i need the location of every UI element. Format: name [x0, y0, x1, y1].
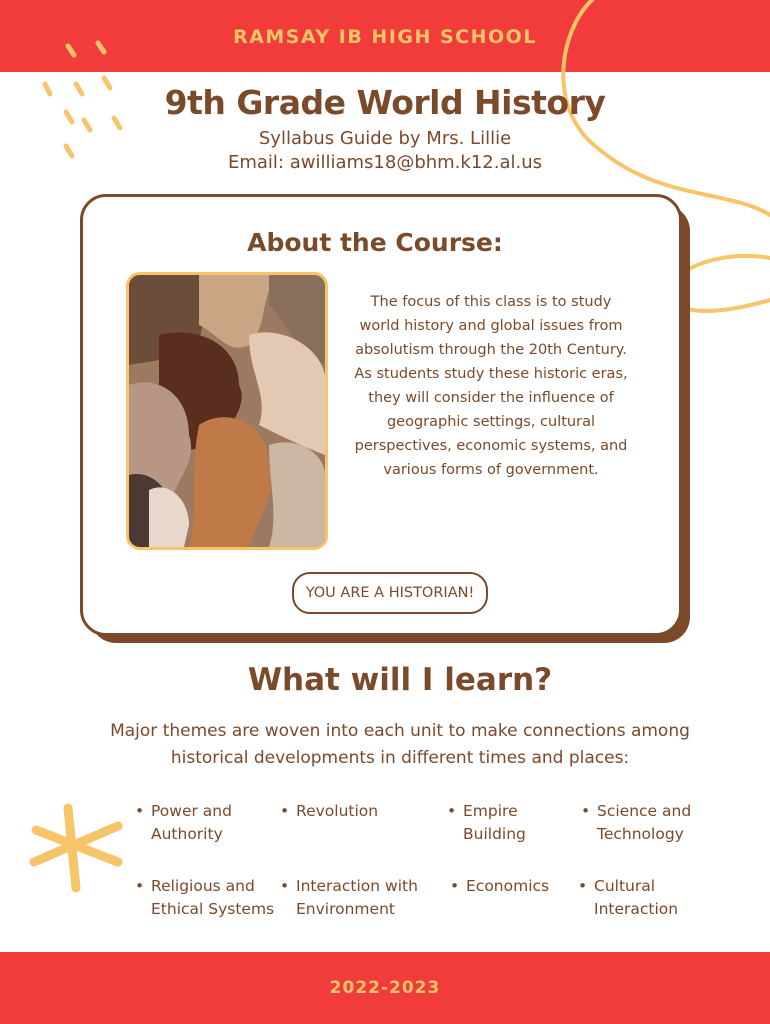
theme-item: • Empire Building — [447, 802, 526, 843]
email-line: Email: awilliams18@bhm.k12.al.us — [227, 152, 542, 173]
learn-heading: What will I learn? — [247, 662, 553, 698]
theme-item: • Power and Authority — [135, 802, 232, 843]
theme-item: • Revolution — [280, 802, 379, 820]
paper-profiles-illustration — [129, 275, 325, 547]
page-title: 9th Grade World History — [164, 83, 606, 122]
theme-item: • Religious and Ethical Systems — [135, 877, 275, 918]
school-name: RAMSAY IB HIGH SCHOOL — [233, 26, 537, 48]
theme-item: • Science and Technology — [581, 802, 692, 843]
about-heading: About the Course: — [247, 228, 503, 257]
school-year: 2022-2023 — [329, 978, 441, 998]
historian-button[interactable]: YOU ARE A HISTORIAN! — [292, 572, 488, 614]
subtitle: Syllabus Guide by Mrs. Lillie — [258, 128, 512, 149]
asterisk-icon — [26, 800, 126, 896]
about-body: The focus of this class is to study world history and global issues from absolutism through the 20th Century. As students study these historic eras, they will consider the influence of geographic settings, cultural perspectives, economic systems, and various forms of government. — [354, 294, 628, 478]
profiles-collage-image — [126, 272, 328, 550]
theme-item: • Cultural Interaction — [578, 877, 679, 918]
theme-item: • Interaction with Environment — [280, 877, 418, 918]
theme-item: • Economics — [450, 877, 550, 895]
learn-intro: Major themes are woven into each unit to make connections among historical developments in different times and places: — [110, 721, 690, 768]
